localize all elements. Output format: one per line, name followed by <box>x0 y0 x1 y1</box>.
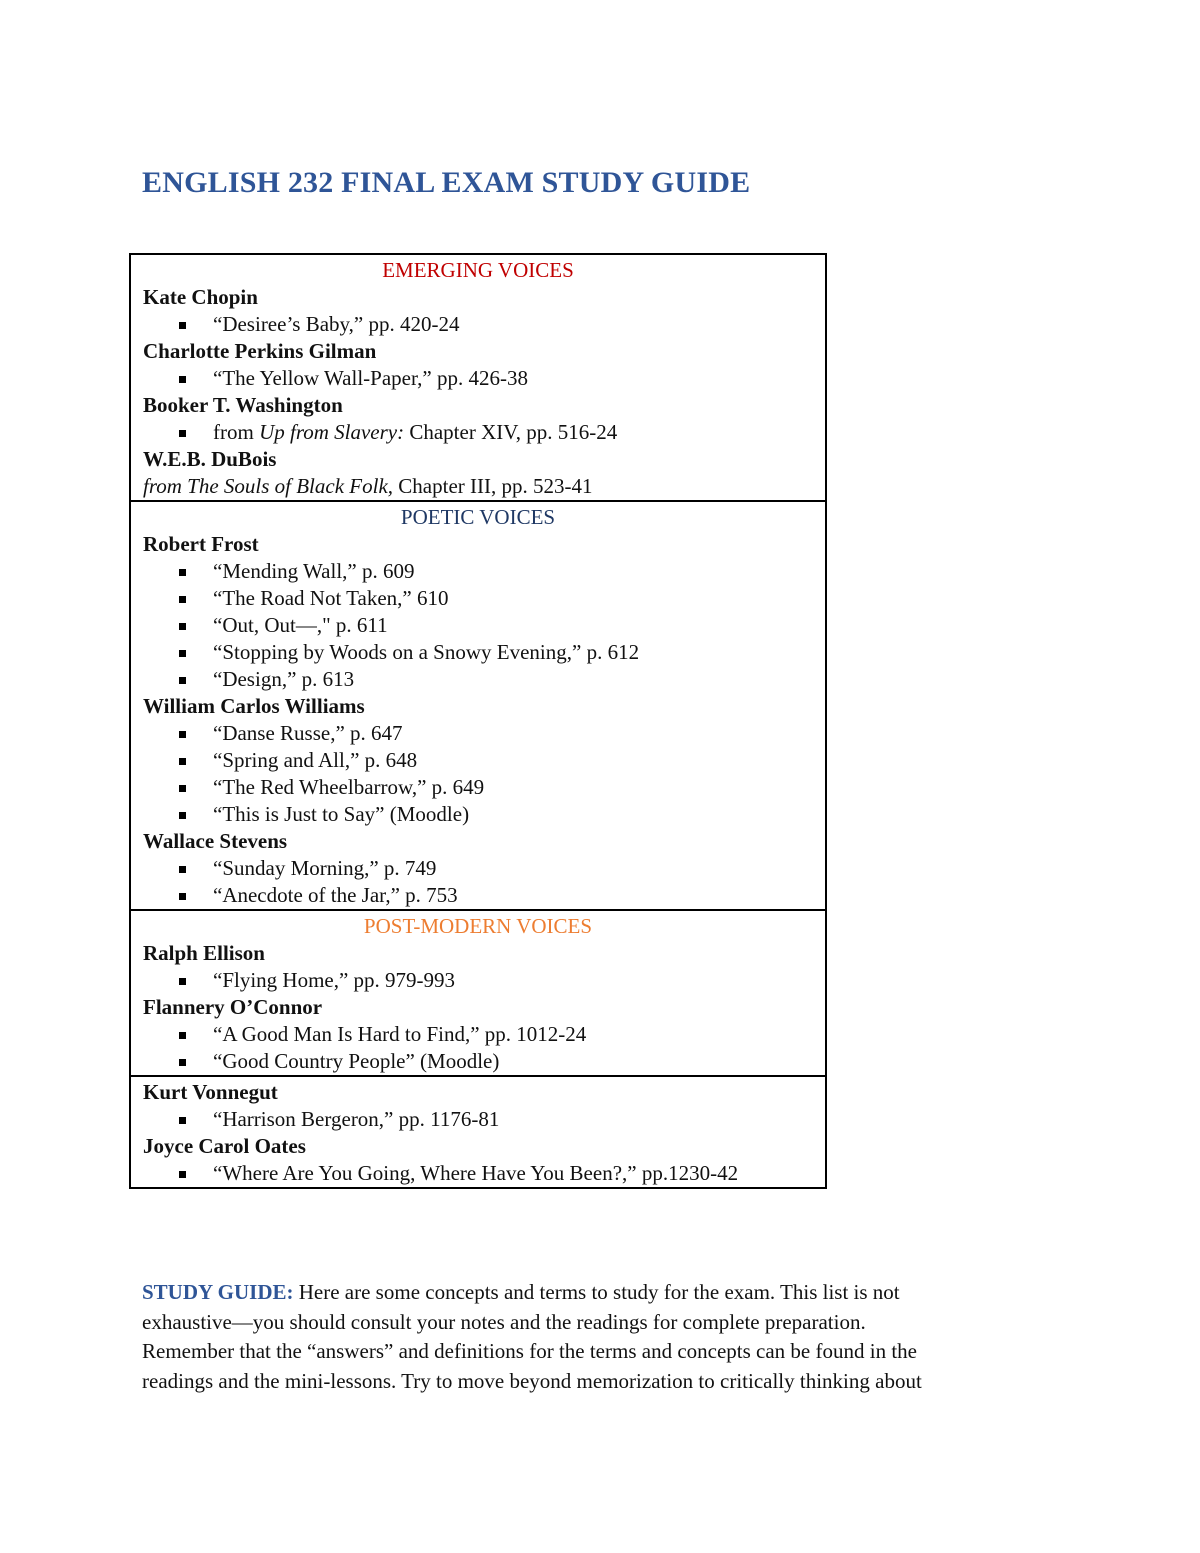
reading-item: “A Good Man Is Hard to Find,” pp. 1012-24 <box>131 1021 825 1048</box>
reading-list-table <box>129 253 827 1189</box>
reading-item: “Stopping by Woods on a Snowy Evening,” p. 612 <box>131 639 825 666</box>
square-bullet-icon <box>179 376 186 383</box>
reading-item: “Spring and All,” p. 648 <box>131 747 825 774</box>
square-bullet-icon <box>179 866 186 873</box>
author-name: Flannery O’Connor <box>143 995 323 1019</box>
reading-item: “Flying Home,” pp. 979-993 <box>131 967 825 994</box>
square-bullet-icon <box>179 650 186 657</box>
reading-item: “Mending Wall,” p. 609 <box>131 558 825 585</box>
reading-item: “The Red Wheelbarrow,” p. 649 <box>131 774 825 801</box>
square-bullet-icon <box>179 430 186 437</box>
page-title: ENGLISH 232 FINAL EXAM STUDY GUIDE <box>142 166 751 199</box>
author-name: Robert Frost <box>143 532 259 556</box>
square-bullet-icon <box>179 677 186 684</box>
square-bullet-icon <box>179 731 186 738</box>
reading-item: “This is Just to Say” (Moodle) <box>131 801 825 828</box>
square-bullet-icon <box>179 1117 186 1124</box>
author-name: Ralph Ellison <box>143 941 265 965</box>
section-emerging-voices <box>131 255 825 500</box>
section-heading: POETIC VOICES <box>400 505 556 529</box>
reading-item: from Up from Slavery: Chapter XIV, pp. 516-24 <box>131 419 825 446</box>
reading-item: “The Yellow Wall-Paper,” pp. 426-38 <box>131 365 825 392</box>
square-bullet-icon <box>179 785 186 792</box>
square-bullet-icon <box>179 1059 186 1066</box>
square-bullet-icon <box>179 1032 186 1039</box>
study-guide-paragraph <box>142 1278 1042 1396</box>
study-guide-lead: STUDY GUIDE: <box>142 1280 294 1304</box>
author-name: Joyce Carol Oates <box>143 1134 306 1158</box>
section-heading: POST-MODERN VOICES <box>363 914 593 938</box>
reading-item: “The Road Not Taken,” 610 <box>131 585 825 612</box>
author-name: Booker T. Washington <box>143 393 343 417</box>
reading-item: “Anecdote of the Jar,” p. 753 <box>131 882 825 909</box>
author-name: Wallace Stevens <box>143 829 288 853</box>
author-name: Kurt Vonnegut <box>143 1080 278 1104</box>
author-name: Kate Chopin <box>143 285 258 309</box>
reading-item: “Good Country People” (Moodle) <box>131 1048 825 1075</box>
section-final-readings <box>131 1075 825 1187</box>
reading-item: “Danse Russe,” p. 647 <box>131 720 825 747</box>
section-poetic-voices <box>131 500 825 909</box>
square-bullet-icon <box>179 1171 186 1178</box>
reading-item: “Desiree’s Baby,” pp. 420-24 <box>131 311 825 338</box>
reading-item: “Out, Out—," p. 611 <box>131 612 825 639</box>
study-guide-line: STUDY GUIDE: Here are some concepts and terms to study for the exam. This list is not <box>142 1280 900 1304</box>
square-bullet-icon <box>179 758 186 765</box>
square-bullet-icon <box>179 596 186 603</box>
author-name: Charlotte Perkins Gilman <box>143 339 377 363</box>
section-postmodern-voices <box>131 909 825 1075</box>
study-guide-line: readings and the mini-lessons. Try to move beyond memorization to critically thinking about <box>142 1368 922 1393</box>
reading-item: “Harrison Bergeron,” pp. 1176-81 <box>131 1106 825 1133</box>
square-bullet-icon <box>179 322 186 329</box>
study-guide-line: Remember that the “answers” and definitions for the terms and concepts can be found in the <box>142 1339 917 1363</box>
square-bullet-icon <box>179 978 186 985</box>
reading-item: from The Souls of Black Folk, Chapter III, pp. 523-41 <box>143 474 593 498</box>
reading-item: “Where Are You Going, Where Have You Been?,” pp.1230-42 <box>131 1160 825 1187</box>
reading-item: “Sunday Morning,” p. 749 <box>131 855 825 882</box>
reading-item: “Design,” p. 613 <box>131 666 825 693</box>
square-bullet-icon <box>179 893 186 900</box>
section-heading: EMERGING VOICES <box>382 258 574 282</box>
square-bullet-icon <box>179 569 186 576</box>
square-bullet-icon <box>179 812 186 819</box>
square-bullet-icon <box>179 623 186 630</box>
author-name: William Carlos Williams <box>143 694 365 718</box>
study-guide-line: exhaustive—you should consult your notes and the readings for complete preparation. <box>142 1309 866 1334</box>
author-name: W.E.B. DuBois <box>143 447 277 471</box>
